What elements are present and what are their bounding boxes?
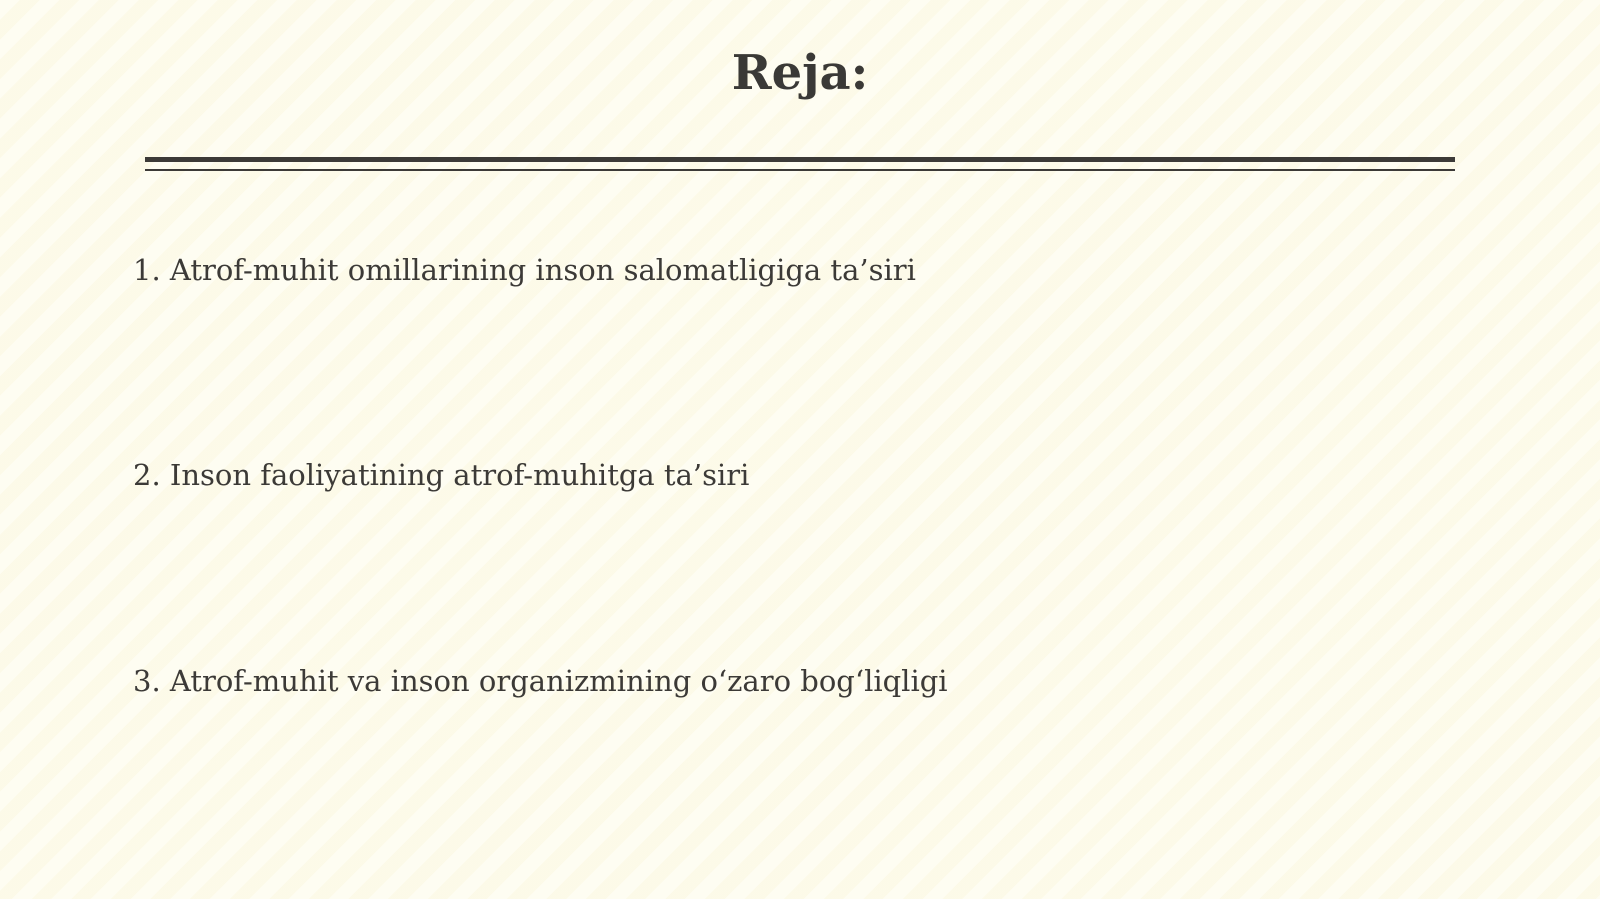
- agenda-item-number: 2.: [133, 458, 161, 492]
- title-divider-thick: [145, 157, 1455, 162]
- agenda-item-text: Atrof-muhit va inson organizmining o‘zaro bog‘liqligi: [169, 664, 948, 698]
- agenda-item-number: 3.: [133, 664, 161, 698]
- agenda-item-2: [133, 455, 749, 495]
- agenda-item-text: Atrof-muhit omillarining inson salomatligiga ta’siri: [169, 253, 916, 287]
- agenda-item-number: 1.: [133, 253, 161, 287]
- agenda-item-text: Inson faoliyatining atrof-muhitga ta’siri: [169, 458, 750, 492]
- agenda-item-3: [133, 661, 948, 701]
- slide-title: Reja:: [731, 45, 869, 101]
- agenda-item-1: [133, 250, 916, 290]
- title-divider-thin: [145, 169, 1455, 171]
